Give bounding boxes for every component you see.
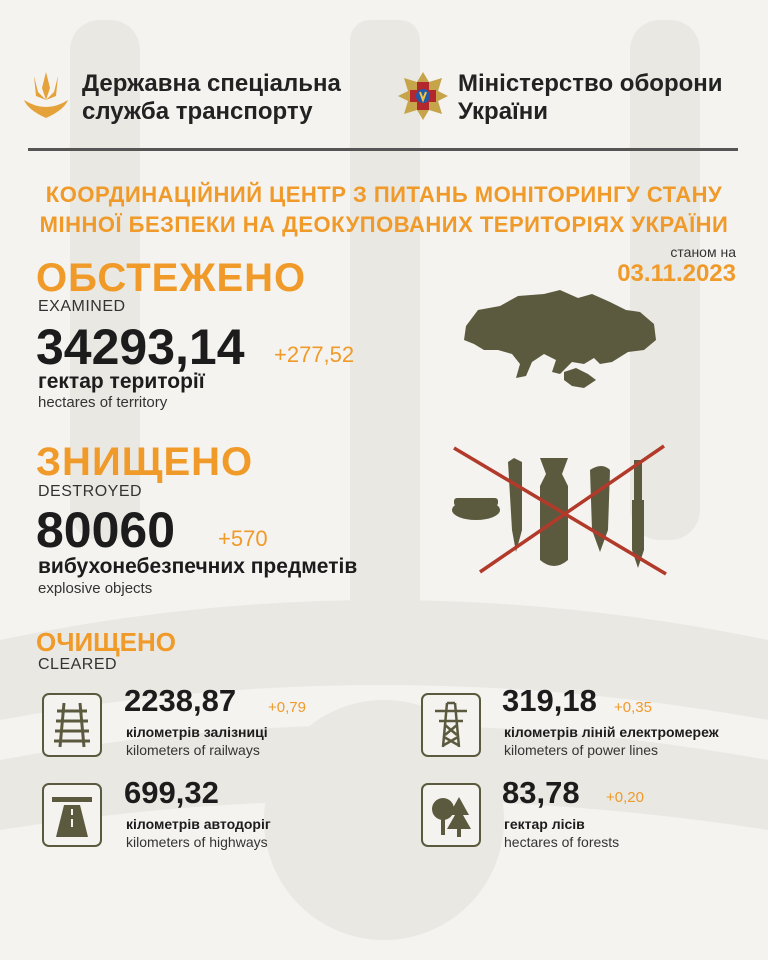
forest-icon [421, 783, 481, 847]
power-line-icon [421, 693, 481, 757]
examined-unit-en: hectares of territory [38, 394, 168, 411]
examined-unit-uk: гектар території [38, 370, 205, 393]
right-org-line1: Міністерство оборони [458, 70, 723, 97]
examined-value: 34293,14 [36, 319, 245, 375]
destroyed-unit-uk: вибухонебезпечних предметів [38, 555, 358, 578]
left-org-line1: Державна спеціальна [82, 70, 341, 97]
header-divider [28, 148, 738, 151]
forest-value: 83,78 [502, 775, 580, 810]
railway-unit-uk: кілометрів залізниці [126, 724, 268, 740]
title-line2: МІННОЇ БЕЗПЕКИ НА ДЕОКУПОВАНИХ ТЕРИТОРІЯХ УКРАЇНИ [39, 212, 729, 237]
highway-value: 699,32 [124, 775, 219, 810]
destroyed-delta: +570 [218, 526, 268, 551]
forest-unit-uk: гектар лісів [504, 816, 585, 832]
railway-value: 2238,87 [124, 683, 237, 718]
cleared-heading: ОЧИЩЕНО [36, 627, 177, 657]
railway-delta: +0,79 [268, 699, 306, 716]
power-line-delta: +0,35 [614, 699, 652, 716]
ukraine-map-icon [460, 288, 660, 398]
destroyed-heading: ЗНИЩЕНО [36, 440, 254, 484]
highway-unit-en: kilometers of highways [126, 834, 268, 850]
date-block [617, 244, 736, 288]
page-title [0, 180, 768, 240]
cleared-heading-en: CLEARED [38, 656, 118, 673]
power-line-unit-uk: кілометрів ліній електромереж [504, 724, 719, 740]
destroyed-unit-en: explosive objects [38, 580, 153, 597]
highway-unit-uk: кілометрів автодоріг [126, 816, 271, 832]
power-line-value: 319,18 [502, 683, 597, 718]
forest-unit-en: hectares of forests [504, 834, 620, 850]
examined-delta: +277,52 [274, 342, 355, 367]
date-value: 03.11.2023 [617, 260, 736, 287]
examined-heading-en: EXAMINED [38, 298, 126, 315]
trident-wings-logo [24, 70, 68, 120]
highway-icon [42, 783, 102, 847]
railway-icon [42, 693, 102, 757]
title-line1: КООРДИНАЦІЙНИЙ ЦЕНТР З ПИТАНЬ МОНІТОРИНГУ СТАНУ [45, 182, 723, 207]
left-org-line2: служба транспорту [82, 98, 313, 125]
crossed-ordnance-icon [440, 440, 680, 580]
destroyed-heading-en: DESTROYED [38, 483, 143, 500]
power-line-unit-en: kilometers of power lines [504, 742, 659, 758]
examined-heading: ОБСТЕЖЕНО [36, 256, 307, 300]
defense-ministry-emblem [398, 70, 448, 122]
railway-unit-en: kilometers of railways [126, 742, 260, 758]
date-label: станом на [670, 244, 736, 260]
right-org-line2: України [458, 98, 549, 125]
forest-delta: +0,20 [606, 789, 644, 806]
destroyed-value: 80060 [36, 502, 176, 558]
